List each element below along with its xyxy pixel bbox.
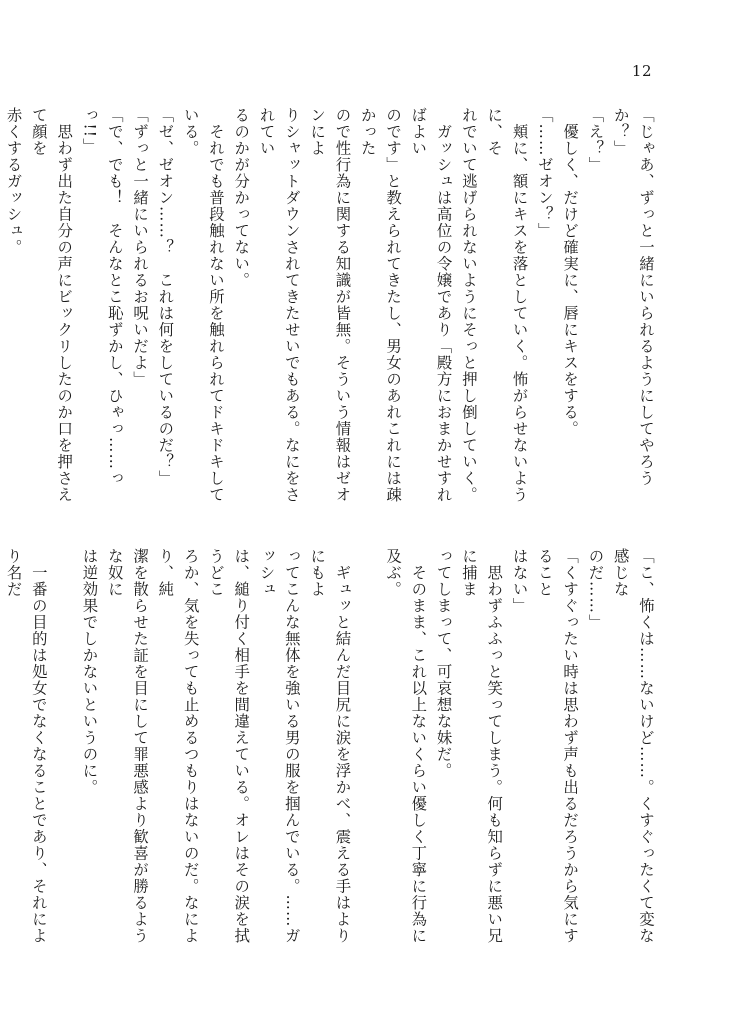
text-line: のだ……」: [586, 548, 605, 631]
text-line: 「え？」: [586, 107, 605, 173]
text-line: は、縋り付く相手を間違えている。オレはその涙を拭うどこ: [206, 548, 251, 944]
text-line: はない」: [510, 548, 529, 614]
text-line: りシャットダウンされてきたせいでもある。なにをされてい: [257, 107, 301, 503]
text-line: 一番の目的は処女でなくなることであり、それにより名だ: [4, 548, 48, 944]
text-line: [354, 548, 379, 953]
text-line: そのまま、これ以上ないくらい優しく丁寧に行為に及ぶ。: [384, 548, 428, 944]
text-line: ギュッと結んだ目尻に涙を浮かべ、震える手はよりにもよ: [308, 548, 352, 944]
text-line: 「……ゼオン？」: [535, 107, 554, 239]
text-block-top: [4, 107, 658, 507]
text-block-bottom: [4, 548, 658, 953]
text-line: ので性行為に関する知識が皆無。そういう情報はゼオンによ: [308, 107, 352, 503]
text-line: 思わずふふっと笑ってしまう。何も知らずに悪い兄に捕ま: [459, 548, 504, 944]
text-line: 「こ、怖くは……ないけど……。くすぐったくて変な感じな: [611, 548, 655, 944]
text-line: 「ずっと一緒にいられるお呪いだよ」: [131, 107, 150, 388]
text-line: ってこんな無体を強いる男の服を掴んでいる。……ガッシュ: [257, 548, 301, 944]
text-line: 思わず出た自分の声にビックリしたのか口を押さえて顔を: [29, 107, 74, 503]
text-line: 潔を散らせた証を目にして罪悪感より歓喜が勝るような奴に: [105, 548, 150, 944]
text-line: は逆効果でしかないというのに。: [80, 548, 99, 796]
text-line: ってしまって、可哀想な妹だ。: [434, 548, 453, 779]
text-line: るのかが分かってない。: [232, 107, 251, 289]
text-line: [51, 548, 76, 953]
text-line: 「ゼ、ゼオン……？ これは何をしているのだ？」: [156, 107, 175, 487]
text-line: ろか、気を失っても止めるつもりはないのだ。なにより、純: [156, 548, 200, 944]
text-line: 頬に、額にキスを落としていく。怖がらせないように、そ: [485, 107, 529, 503]
text-line: それでも普段触れない所を触れられてドキドキしている。: [181, 107, 225, 503]
text-line: 優しく、だけど確実に、唇にキスをする。: [561, 107, 580, 437]
page-number: 12: [631, 62, 652, 80]
text-line: 「じゃあ、ずっと一緒にいられるようにしてやろうか？」: [611, 107, 655, 487]
text-line: のです」と教えられてきたし、男女のあれこれには疎かった: [358, 107, 403, 503]
text-line: 「くすぐったい時は思わず声も出るだろうから気にすること: [535, 548, 580, 944]
text-line: れでいて逃げられないようにそっと押し倒していく。: [459, 107, 478, 503]
text-line: ガッシュは高位の令嬢であり「殿方におまかせすればよい: [409, 107, 453, 503]
text-line: 赤くするガッシュ。: [4, 107, 23, 256]
text-line: 「で、でも！ そんなとこ恥ずかし、ひゃっ……っっ!!」: [80, 107, 124, 487]
